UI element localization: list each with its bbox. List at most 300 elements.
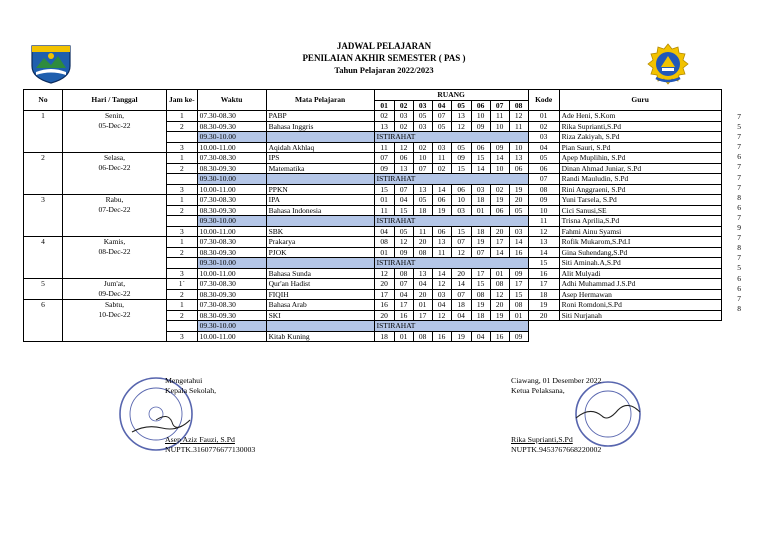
room-cell: 05 xyxy=(451,142,471,153)
room-cell: 09 xyxy=(509,331,528,342)
day-date-cell xyxy=(63,174,167,185)
room-cell: 04 xyxy=(471,331,490,342)
room-cell: 08 xyxy=(471,289,490,300)
room-cell: 14 xyxy=(432,184,451,195)
room-cell: 07 xyxy=(413,163,432,174)
room-cell: 13 xyxy=(432,237,451,248)
break-time-cell: 09.30-10.00 xyxy=(197,321,266,332)
room-cell: 11 xyxy=(374,142,394,153)
room-cell: 01 xyxy=(394,331,413,342)
room-cell: 03 xyxy=(509,226,528,237)
table-row xyxy=(24,184,722,195)
break-mapel-cell xyxy=(266,174,374,185)
room-cell: 17 xyxy=(374,289,394,300)
table-row xyxy=(24,331,722,342)
room-cell: 06 xyxy=(451,184,471,195)
table-row xyxy=(24,195,722,206)
signature-chair-name: Rika Suprianti,S.Pd xyxy=(511,435,573,444)
day-number-cell xyxy=(24,289,63,300)
room-cell: 19 xyxy=(451,331,471,342)
table-row xyxy=(24,279,722,290)
room-cell: 04 xyxy=(432,300,451,311)
document-year: Tahun Pelajaran 2022/2023 xyxy=(334,65,434,75)
extra-count-value: 6 xyxy=(737,202,741,212)
teacher-name-cell: Asep Hermawan xyxy=(559,289,721,300)
header-ruang-col: 03 xyxy=(413,100,432,111)
room-cell: 20 xyxy=(413,237,432,248)
teacher-name-cell: Yuni Tarsela, S.Pd xyxy=(559,195,721,206)
extra-count-value: 6 xyxy=(737,283,741,293)
room-cell: 19 xyxy=(471,300,490,311)
teacher-code-cell: 07 xyxy=(528,174,559,185)
time-cell: 07.30-08.30 xyxy=(197,237,266,248)
break-label: ISTIRAHAT xyxy=(374,258,528,269)
teacher-code-cell: 01 xyxy=(528,111,559,122)
room-cell: 14 xyxy=(490,153,509,164)
room-cell: 04 xyxy=(374,226,394,237)
day-number-cell xyxy=(24,331,63,342)
room-cell: 12 xyxy=(490,289,509,300)
time-cell: 08.30-09.30 xyxy=(197,205,266,216)
teacher-name-cell: Fahmi Ainu Syamsi xyxy=(559,226,721,237)
day-number-cell xyxy=(24,142,63,153)
room-cell: 09 xyxy=(374,163,394,174)
table-row xyxy=(24,226,722,237)
room-cell: 14 xyxy=(432,268,451,279)
room-cell: 02 xyxy=(413,142,432,153)
day-number-cell: 6 xyxy=(24,300,63,311)
room-cell: 06 xyxy=(509,163,528,174)
table-row xyxy=(24,310,722,321)
teacher-name-cell xyxy=(559,321,721,332)
room-cell: 04 xyxy=(413,279,432,290)
room-cell: 11 xyxy=(432,247,451,258)
time-cell: 10.00-11.00 xyxy=(197,184,266,195)
subject-cell: IPA xyxy=(266,195,374,206)
table-row xyxy=(24,163,722,174)
signature-chair-id: NUPTK.9453767668220002 xyxy=(511,445,602,454)
day-number-cell xyxy=(24,258,63,269)
room-cell: 08 xyxy=(374,237,394,248)
room-cell: 06 xyxy=(471,142,490,153)
room-cell: 20 xyxy=(490,226,509,237)
teacher-code-cell: 03 xyxy=(528,132,559,143)
room-cell: 11 xyxy=(490,111,509,122)
break-label: ISTIRAHAT xyxy=(374,216,528,227)
break-row xyxy=(24,174,722,185)
room-cell: 19 xyxy=(509,184,528,195)
room-cell: 07 xyxy=(432,111,451,122)
jam-cell: 1 xyxy=(167,300,198,311)
room-cell: 12 xyxy=(432,279,451,290)
day-date-cell xyxy=(63,216,167,227)
teacher-code-cell: 15 xyxy=(528,258,559,269)
room-cell: 08 xyxy=(413,331,432,342)
break-label: ISTIRAHAT xyxy=(374,321,528,332)
room-cell: 06 xyxy=(432,195,451,206)
madrasah-emblem-logo xyxy=(646,42,690,86)
subject-cell: PJOK xyxy=(266,247,374,258)
room-cell: 12 xyxy=(509,111,528,122)
room-cell: 18 xyxy=(413,205,432,216)
teacher-code-cell: 02 xyxy=(528,121,559,132)
room-cell: 03 xyxy=(394,111,413,122)
teacher-name-cell: Gina Suhendang,S.Pd xyxy=(559,247,721,258)
jam-cell: 2 xyxy=(167,205,198,216)
jam-cell: 1 xyxy=(167,237,198,248)
teacher-name-cell: Randi Mauludin, S.Pd xyxy=(559,174,721,185)
day-date-cell xyxy=(63,142,167,153)
day-date-cell: 06-Dec-22 xyxy=(63,163,167,174)
day-date-cell xyxy=(63,226,167,237)
day-date-cell: 05-Dec-22 xyxy=(63,121,167,132)
header-ruang-col: 02 xyxy=(394,100,413,111)
extra-count-value: 6 xyxy=(737,152,741,162)
table-row xyxy=(24,247,722,258)
room-cell: 17 xyxy=(413,310,432,321)
extra-count-value: 7 xyxy=(737,212,741,222)
table-row xyxy=(24,289,722,300)
room-cell: 09 xyxy=(394,247,413,258)
teacher-code-cell: 05 xyxy=(528,153,559,164)
room-cell: 19 xyxy=(490,310,509,321)
room-cell: 20 xyxy=(374,310,394,321)
extra-count-value: 7 xyxy=(737,132,741,142)
room-cell: 18 xyxy=(471,226,490,237)
subject-cell: Kitab Kuning xyxy=(266,331,374,342)
break-jam-cell xyxy=(167,174,198,185)
room-cell: 02 xyxy=(374,111,394,122)
room-cell: 17 xyxy=(509,279,528,290)
room-cell: 15 xyxy=(394,205,413,216)
room-cell: 05 xyxy=(413,195,432,206)
extra-count-value: 7 xyxy=(737,253,741,263)
day-date-cell: 09-Dec-22 xyxy=(63,289,167,300)
day-number-cell xyxy=(24,174,63,185)
extra-count-value: 7 xyxy=(737,172,741,182)
room-cell: 07 xyxy=(374,153,394,164)
time-cell: 07.30-08.30 xyxy=(197,111,266,122)
day-number-cell xyxy=(24,216,63,227)
regency-emblem-logo xyxy=(28,42,74,84)
teacher-code-cell: 20 xyxy=(528,310,559,321)
room-cell: 20 xyxy=(451,268,471,279)
room-cell: 14 xyxy=(451,279,471,290)
header-ruang-col: 07 xyxy=(490,100,509,111)
header-hari: Hari / Tanggal xyxy=(63,90,167,111)
break-time-cell: 09.30-10.00 xyxy=(197,258,266,269)
room-cell: 10 xyxy=(490,121,509,132)
room-cell: 09 xyxy=(471,121,490,132)
teacher-code-cell xyxy=(528,331,559,342)
break-row xyxy=(24,321,722,332)
day-number-cell: 2 xyxy=(24,153,63,164)
day-date-cell: 10-Dec-22 xyxy=(63,310,167,321)
room-cell: 13 xyxy=(394,163,413,174)
room-cell: 13 xyxy=(413,268,432,279)
jam-cell: 1 xyxy=(167,153,198,164)
extra-count-value: 9 xyxy=(737,223,741,233)
time-cell: 08.30-09.30 xyxy=(197,310,266,321)
room-cell: 11 xyxy=(509,121,528,132)
day-date-cell: Rabu, xyxy=(63,195,167,206)
jam-cell: 3 xyxy=(167,331,198,342)
document-title: JADWAL PELAJARAN xyxy=(336,41,432,51)
extra-count-value: 7 xyxy=(737,162,741,172)
time-cell: 08.30-09.30 xyxy=(197,121,266,132)
room-cell: 15 xyxy=(451,163,471,174)
subject-cell: PPKN xyxy=(266,184,374,195)
jam-cell: 3 xyxy=(167,142,198,153)
table-row xyxy=(24,205,722,216)
break-mapel-cell xyxy=(266,132,374,143)
room-cell: 15 xyxy=(374,184,394,195)
day-date-cell xyxy=(63,268,167,279)
time-cell: 08.30-09.30 xyxy=(197,247,266,258)
signature-principal-name: Asep Aziz Fauzi, S.Pd xyxy=(165,435,235,444)
extra-count-value: 5 xyxy=(737,122,741,132)
day-number-cell xyxy=(24,121,63,132)
table-row xyxy=(24,111,722,122)
teacher-code-cell: 06 xyxy=(528,163,559,174)
break-row xyxy=(24,258,722,269)
signature-chair-line2: Ketua Pelaksana, xyxy=(511,386,565,395)
room-cell: 18 xyxy=(451,300,471,311)
jam-cell: 1 xyxy=(167,195,198,206)
document-subtitle: PENILAIAN AKHIR SEMESTER ( PAS ) xyxy=(302,53,466,63)
header-guru: Guru xyxy=(559,90,721,111)
teacher-code-cell: 08 xyxy=(528,184,559,195)
day-number-cell xyxy=(24,184,63,195)
extra-count-value: 8 xyxy=(737,243,741,253)
day-number-cell xyxy=(24,205,63,216)
time-cell: 10.00-11.00 xyxy=(197,268,266,279)
room-cell: 14 xyxy=(490,247,509,258)
header-mapel: Mata Pelajaran xyxy=(266,90,374,111)
day-date-cell: Sabtu, xyxy=(63,300,167,311)
teacher-code-cell: 11 xyxy=(528,216,559,227)
room-cell: 04 xyxy=(394,195,413,206)
break-jam-cell xyxy=(167,132,198,143)
room-cell: 07 xyxy=(471,247,490,258)
room-cell: 03 xyxy=(451,205,471,216)
room-cell: 15 xyxy=(451,226,471,237)
room-cell: 15 xyxy=(471,279,490,290)
extra-count-value: 7 xyxy=(737,142,741,152)
teacher-name-cell: Alit Mulyadi xyxy=(559,268,721,279)
room-cell: 12 xyxy=(394,142,413,153)
extra-count-value: 8 xyxy=(737,192,741,202)
room-cell: 08 xyxy=(490,279,509,290)
day-date-cell: Kamis, xyxy=(63,237,167,248)
table-row xyxy=(24,237,722,248)
time-cell: 07.30-08.30 xyxy=(197,300,266,311)
room-cell: 07 xyxy=(451,289,471,300)
room-cell: 20 xyxy=(413,289,432,300)
room-cell: 15 xyxy=(471,153,490,164)
break-mapel-cell xyxy=(266,321,374,332)
room-cell: 05 xyxy=(394,226,413,237)
subject-cell: Prakarya xyxy=(266,237,374,248)
signature-principal xyxy=(165,376,255,455)
subject-cell: PABP xyxy=(266,111,374,122)
signature-principal-line2: Kepala Sekolah, xyxy=(165,386,217,395)
extra-count-column xyxy=(731,112,741,314)
day-date-cell xyxy=(63,331,167,342)
room-cell: 06 xyxy=(394,153,413,164)
teacher-code-cell: 12 xyxy=(528,226,559,237)
extra-count-value: 7 xyxy=(737,182,741,192)
room-cell: 10 xyxy=(490,163,509,174)
room-cell: 16 xyxy=(490,331,509,342)
subject-cell: Bahasa Inggris xyxy=(266,121,374,132)
time-cell: 07.30-08.30 xyxy=(197,195,266,206)
day-date-cell xyxy=(63,321,167,332)
room-cell: 10 xyxy=(509,142,528,153)
teacher-name-cell: Dinan Ahmad Juniar, S.Pd xyxy=(559,163,721,174)
day-number-cell: 4 xyxy=(24,237,63,248)
teacher-name-cell: Adhi Muhammad J.S.Pd xyxy=(559,279,721,290)
header-kode: Kode xyxy=(528,90,559,111)
room-cell: 08 xyxy=(413,247,432,258)
room-cell: 10 xyxy=(413,153,432,164)
teacher-code-cell: 19 xyxy=(528,300,559,311)
room-cell: 11 xyxy=(413,226,432,237)
jam-cell: 2 xyxy=(167,289,198,300)
teacher-code-cell: 09 xyxy=(528,195,559,206)
room-cell: 14 xyxy=(471,163,490,174)
day-date-cell: 07-Dec-22 xyxy=(63,205,167,216)
room-cell: 05 xyxy=(432,121,451,132)
day-number-cell xyxy=(24,310,63,321)
table-row xyxy=(24,300,722,311)
day-date-cell: Jum'at, xyxy=(63,279,167,290)
extra-count-value: 7 xyxy=(737,293,741,303)
teacher-code-cell: 18 xyxy=(528,289,559,300)
teacher-name-cell: Rini Anggraeni, S.Pd xyxy=(559,184,721,195)
break-jam-cell xyxy=(167,321,198,332)
room-cell: 11 xyxy=(374,205,394,216)
room-cell: 06 xyxy=(490,205,509,216)
time-cell: 10.00-11.00 xyxy=(197,331,266,342)
day-number-cell: 5 xyxy=(24,279,63,290)
table-row xyxy=(24,268,722,279)
table-row xyxy=(24,121,722,132)
room-cell: 04 xyxy=(394,289,413,300)
break-label: ISTIRAHAT xyxy=(374,174,528,185)
day-number-cell xyxy=(24,132,63,143)
subject-cell: Aqidah Akhlaq xyxy=(266,142,374,153)
room-cell: 02 xyxy=(394,121,413,132)
header-waktu: Waktu xyxy=(197,90,266,111)
signature-principal-id: NUPTK.3160776677130003 xyxy=(165,445,256,454)
header-ruang-col: 08 xyxy=(509,100,528,111)
teacher-code-cell: 04 xyxy=(528,142,559,153)
schedule-table xyxy=(23,89,722,342)
header-ruang-col: 04 xyxy=(432,100,451,111)
room-cell: 13 xyxy=(374,121,394,132)
teacher-code-cell: 14 xyxy=(528,247,559,258)
room-cell: 13 xyxy=(509,153,528,164)
subject-cell: Bahasa Indonesia xyxy=(266,205,374,216)
teacher-name-cell: Ade Heni, S.Kom xyxy=(559,111,721,122)
room-cell: 03 xyxy=(471,184,490,195)
subject-cell: Matematika xyxy=(266,163,374,174)
room-cell: 16 xyxy=(374,300,394,311)
time-cell: 07.30-08.30 xyxy=(197,153,266,164)
extra-count-value: 8 xyxy=(737,303,741,313)
day-number-cell xyxy=(24,226,63,237)
room-cell: 16 xyxy=(432,331,451,342)
header-jam: Jam ke- xyxy=(167,90,198,111)
extra-count-value: 7 xyxy=(737,233,741,243)
room-cell: 13 xyxy=(413,184,432,195)
header-no: No xyxy=(24,90,63,111)
room-cell: 03 xyxy=(432,289,451,300)
extra-count-value: 5 xyxy=(737,263,741,273)
room-cell: 18 xyxy=(471,310,490,321)
jam-cell: 2 xyxy=(167,163,198,174)
room-cell: 03 xyxy=(413,121,432,132)
teacher-name-cell: Riza Zakiyah, S.Pd xyxy=(559,132,721,143)
teacher-code-cell: 10 xyxy=(528,205,559,216)
room-cell: 05 xyxy=(413,111,432,122)
day-date-cell: 08-Dec-22 xyxy=(63,247,167,258)
room-cell: 01 xyxy=(374,247,394,258)
room-cell: 20 xyxy=(509,195,528,206)
room-cell: 15 xyxy=(509,289,528,300)
room-cell: 01 xyxy=(471,205,490,216)
teacher-name-cell: Rika Suprianti,S.Pd xyxy=(559,121,721,132)
table-header-row xyxy=(24,90,722,101)
break-row xyxy=(24,216,722,227)
time-cell: 10.00-11.00 xyxy=(197,142,266,153)
room-cell: 02 xyxy=(490,184,509,195)
day-date-cell: Senin, xyxy=(63,111,167,122)
table-row xyxy=(24,153,722,164)
jam-cell: 1 xyxy=(167,111,198,122)
teacher-name-cell: Apep Muplihin, S.Pd xyxy=(559,153,721,164)
room-cell: 18 xyxy=(471,195,490,206)
extra-count-value: 6 xyxy=(737,273,741,283)
day-date-cell xyxy=(63,184,167,195)
room-cell: 20 xyxy=(490,300,509,311)
break-jam-cell xyxy=(167,216,198,227)
room-cell: 07 xyxy=(451,237,471,248)
room-cell: 12 xyxy=(451,247,471,258)
jam-cell: 1` xyxy=(167,279,198,290)
jam-cell: 2 xyxy=(167,121,198,132)
day-number-cell xyxy=(24,268,63,279)
teacher-name-cell: Siti Nurjanah xyxy=(559,310,721,321)
room-cell: 14 xyxy=(509,237,528,248)
day-date-cell: Selasa, xyxy=(63,153,167,164)
teacher-code-cell: 13 xyxy=(528,237,559,248)
subject-cell: Qur'an Hadist xyxy=(266,279,374,290)
jam-cell: 3 xyxy=(167,268,198,279)
table-row xyxy=(24,142,722,153)
header-ruang-col: 05 xyxy=(451,100,471,111)
jam-cell: 3 xyxy=(167,184,198,195)
subject-cell: Bahasa Arab xyxy=(266,300,374,311)
jam-cell: 3 xyxy=(167,226,198,237)
teacher-code-cell xyxy=(528,321,559,332)
room-cell: 01 xyxy=(509,310,528,321)
teacher-name-cell: Pian Sauri, S.Pd xyxy=(559,142,721,153)
room-cell: 13 xyxy=(451,111,471,122)
room-cell: 07 xyxy=(394,184,413,195)
teacher-name-cell: Siti Aminah.A,S.Pd xyxy=(559,258,721,269)
